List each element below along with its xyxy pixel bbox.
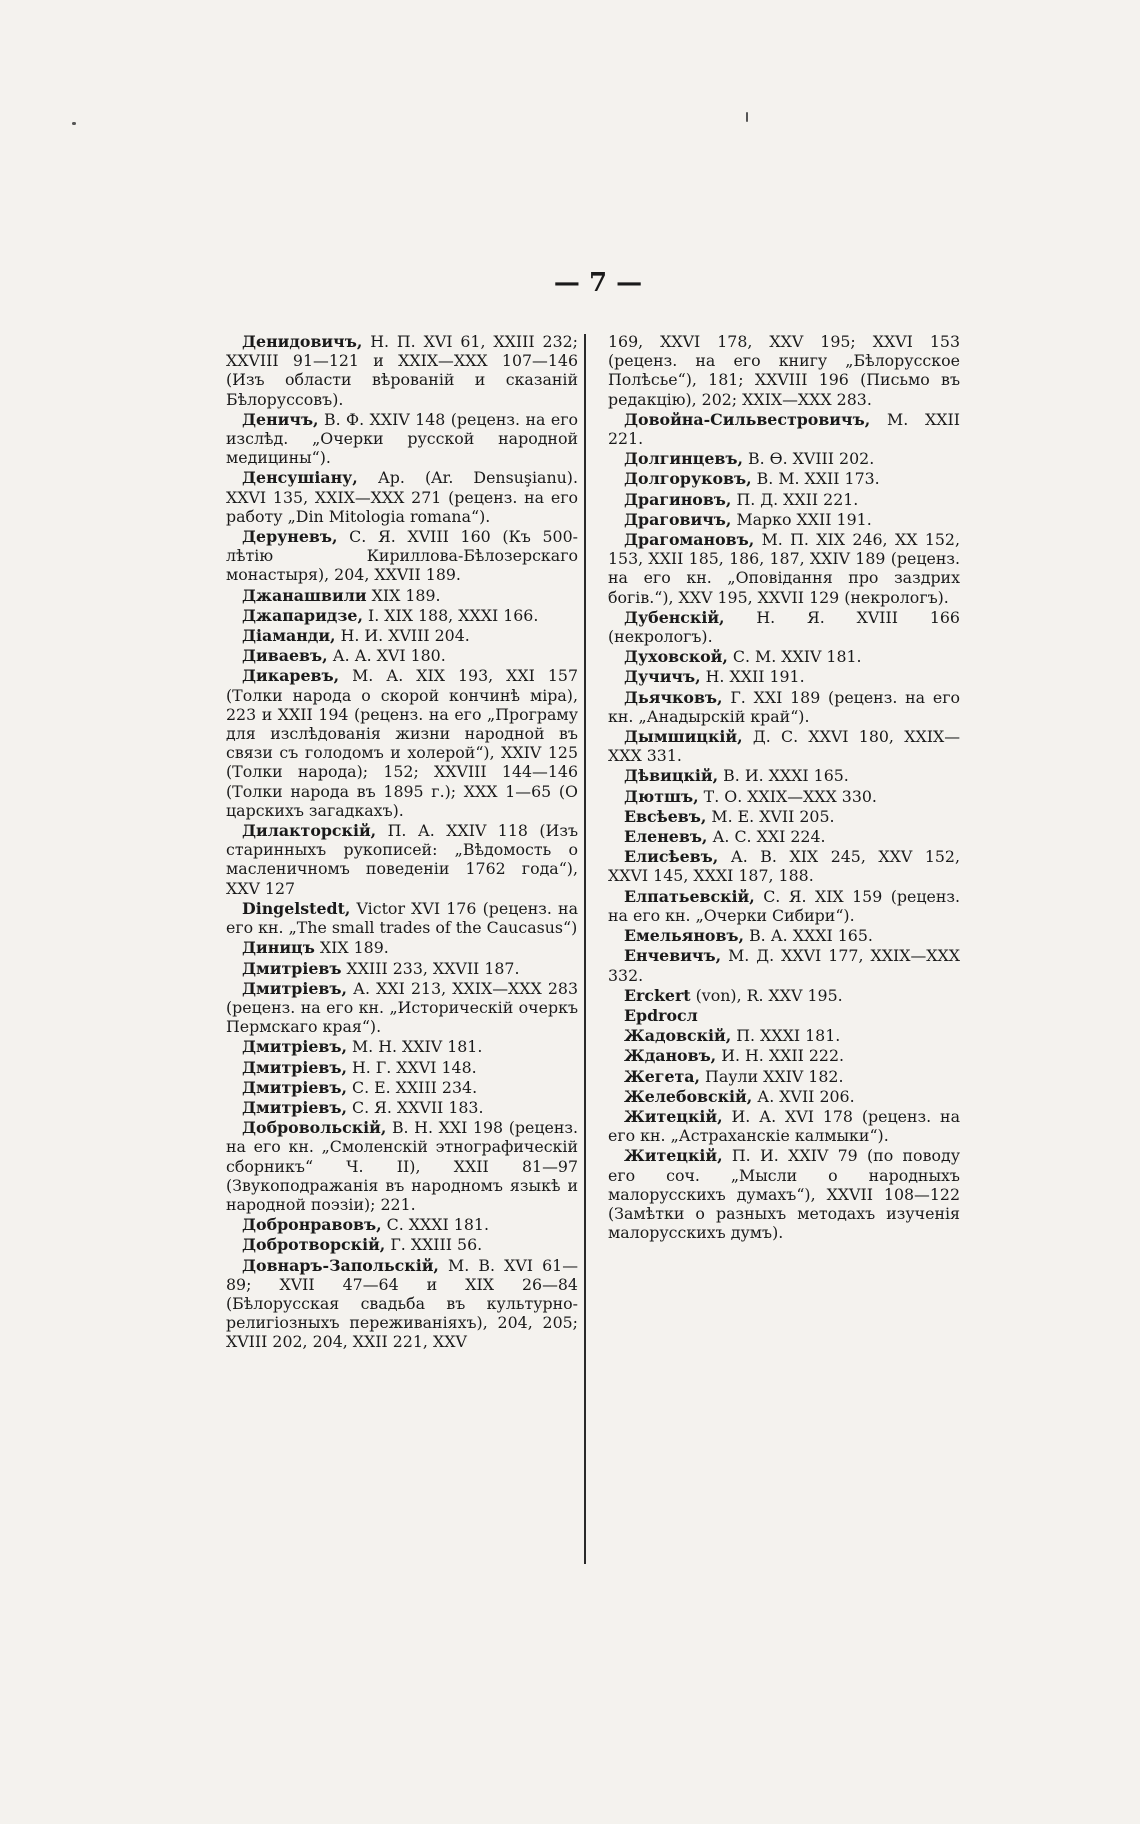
entry-name: Жегета, [624,1066,701,1086]
entry-refs: А. В. XIX 245, XXV 152, XXVI 145, XXXI 187, 188. [608,847,960,886]
entry-name: Ждановъ, [624,1046,717,1066]
index-entry [608,608,960,646]
index-entry [226,821,578,898]
entry-refs: С. Я. XVIII 160 (Къ 500-лѣтію Кириллова-Бѣлозерскаго монастыря), 204, XXVII 189. [226,527,578,585]
entry-name: Житецкій, [624,1106,723,1126]
entry-name: Долгоруковъ, [624,469,752,489]
entry-name: Дмитріевъ [242,958,342,978]
entry-name: Ерdroсл [624,1005,698,1025]
entry-name: Дмитріевъ, [242,1077,347,1097]
entry-name: Добротворскій, [242,1235,386,1255]
entry-name: Діаманди, [242,626,336,646]
entry-refs: Т. О. XXIX—XXX 330. [698,786,877,806]
column-divider [584,334,586,1564]
entry-name: Деничъ, [242,409,319,429]
index-entry [226,626,578,645]
entry-name: Драгомановъ, [624,530,755,550]
entry-refs: М. XXII 221. [608,409,960,449]
index-entry [608,1107,960,1145]
entry-refs: П. И. XXIV 79 (по поводу его соч. „Мысли о народныхъ малорусскихъ думахъ“), XXVII 108—122 (Замѣтки о разныхъ методахъ изученія малорусскихъ думъ). [608,1146,960,1243]
entry-name: Долгинцевъ, [624,449,743,469]
entry-name: Добровольскій, [242,1118,387,1138]
index-entry [608,787,960,806]
entry-refs: С. XXXI 181. [381,1215,489,1235]
index-entry [608,986,960,1005]
entry-name: Денсушіану, [242,468,358,488]
entry-refs: А. С. XXI 224. [707,827,826,847]
entry-name: Довнаръ-Запольскій, [242,1255,439,1275]
entry-refs: (von), R. XXV 195. [690,985,843,1005]
index-entry [226,468,578,526]
index-column-left [226,332,578,1353]
entry-name: Еленевъ, [624,827,708,847]
entry-name: Деруневъ, [242,527,338,547]
entry-refs: П. XXXI 181. [731,1026,841,1046]
entry-name: Жадовскій, [624,1026,732,1046]
index-entry [226,899,578,937]
entry-refs: И. А. XVI 178 (реценз. на его кн. „Астраханскіе калмыки“). [608,1106,960,1146]
index-entry [226,1058,578,1077]
entry-name: Желебовскій, [624,1086,753,1106]
entry-refs: А. XXI 213, XXIX—XXX 283 (реценз. на его кн. „Историческій очеркъ Пермскаго края“). [226,978,578,1037]
entry-refs: В. М. XXII 173. [751,469,880,489]
entry-name: Дмитріевъ, [242,1097,347,1117]
page-number: — 7 — [553,268,643,298]
entry-name: Джанашвили [242,585,367,605]
index-entry [608,926,960,945]
entry-refs: М. Д. XXVI 177, XXIX—XXX 332. [608,946,960,985]
entry-name: Довойна-Сильвестровичъ, [624,409,871,429]
entry-refs: В. А. XXXI 165. [744,926,873,946]
index-entry [226,1235,578,1254]
index-entry [608,887,960,925]
entry-name: Джапаридзе, [242,605,363,625]
entry-name: Емельяновъ, [624,926,745,946]
index-entry [608,847,960,885]
entry-refs: М. П. XIX 246, XX 152, 153, XXII 185, 186, 187, XXIV 189 (реценз. на его кн. „Оповідання про заздрих богів.“), XXV 195, XXVII 129 (некрологъ). [608,530,960,607]
entry-refs: М. Н. XXIV 181. [346,1037,483,1057]
entry-refs: Паули XXIV 182. [700,1066,844,1086]
index-entry [226,1256,578,1352]
entry-refs: Н. П. XVI 61, XXIII 232; XXVIII 91—121 и XXIX—XXX 107—146 (Изъ области вѣрованій и сказаній Бѣлоруссовъ). [226,332,578,409]
entry-refs: Г. XXIII 56. [385,1235,483,1255]
entry-name: Елпатьевскій, [624,886,755,906]
index-entry-continued [608,332,960,409]
index-entry [608,1006,960,1025]
entry-name: Дикаревъ, [242,666,340,686]
entry-name: Дмитріевъ, [242,978,347,998]
entry-name: Дучичъ, [624,667,701,687]
index-entry [608,766,960,785]
index-entry [608,510,960,529]
entry-refs: А. XVII 206. [752,1086,855,1106]
entry-refs: Н. XXII 191. [700,667,805,687]
entry-name: Дютшъ, [624,786,699,806]
entry-refs: П. А. XXIV 118 (Изъ старинныхъ рукописей: „Вѣдомость о масленичномъ поведеніи 1762 года“), XXV 127 [226,821,578,898]
index-entry [226,586,578,605]
entry-refs: М. В. XVI 61—89; XVII 47—64 и XIX 26—84 (Бѣлорусская свадьба въ культурно-религіозныхъ переживаніяхъ), 204, 205; XVIII 202, 204, XXII 221, XXV [226,1255,578,1352]
entry-name: Дубенскій, [624,607,725,627]
entry-name: Елисѣевъ, [624,847,719,867]
entry-name: Житецкій, [624,1146,723,1166]
index-entry [226,332,578,409]
entry-refs: В. Н. XXI 198 (реценз. на его кн. „Смоленскій этнографическій сборникъ“ Ч. II), XXII 81—97 (Звукоподражанія въ народномъ языкѣ и народной поэзіи); 221. [226,1118,578,1214]
entry-name: Dingelstedt, [242,898,351,918]
entry-name: Дымшицкій, [624,727,743,747]
entry-refs: В. И. XXXI 165. [718,766,849,786]
index-entry [608,490,960,509]
entry-name: Дмитріевъ, [242,1057,347,1077]
entry-refs: И. Н. XXII 222. [716,1046,845,1066]
entry-refs: П. Д. XXII 221. [731,489,859,509]
entry-name: Добронравовъ, [242,1215,382,1235]
index-entry [608,469,960,488]
entry-refs: XXIII 233, XXVII 187. [341,958,520,978]
index-column-right [608,332,960,1243]
index-entry [226,979,578,1037]
entry-refs: Ар. (Ar. Densuşianu). XXVI 135, XXIX—XXX 271 (реценз. на его работу „Din Mitologia romana“). [226,468,578,526]
entry-name: Евсѣевъ, [624,806,707,826]
index-entry [608,827,960,846]
entry-refs: А. А. XVI 180. [327,646,446,666]
entry-refs: XIX 189. [314,938,389,958]
entry-refs: С. Е. XXIII 234. [346,1077,478,1097]
entry-refs: Г. XXI 189 (реценз. на его кн. „Анадырскій край“). [608,687,960,726]
entry-refs: В. Ф. XXIV 148 (реценз. на его изслѣд. „Очерки русской народной медицины“). [226,409,578,468]
index-entry [226,646,578,665]
index-entry [226,666,578,820]
entry-refs: Д. С. XXVI 180, XXIX—XXX 331. [608,727,960,766]
scan-speck [72,122,76,125]
index-entry [226,1118,578,1214]
entry-refs: 169, XXVI 178, XXV 195; XXVI 153 (реценз. на его книгу „Бѣлорусское Полѣсье“), 181; XXVIII 196 (Письмо въ редакцію), 202; XXIX—XXX 283. [608,332,960,409]
entry-name: Дмитріевъ, [242,1037,347,1057]
entry-name: Драгиновъ, [624,489,732,509]
index-entry [608,727,960,765]
index-entry [226,1037,578,1056]
entry-name: Дьячковъ, [624,687,723,707]
entry-name: Диницъ [242,938,315,958]
index-entry [608,647,960,666]
index-entry [608,1146,960,1242]
entry-refs: Марко XXII 191. [731,509,872,529]
entry-refs: М. А. XIX 193, XXI 157 (Толки народа о скорой кончинѣ міра), 223 и XXII 194 (реценз. на его „Програму для изслѣдованія жизни народной въ связи съ голодомъ и холерой“), XXIV 125 (Толки народа); 152; XXVIII 144—146 (Толки народа въ 1895 г.); XXX 1—65 (О царскихъ загадкахъ). [226,666,578,820]
index-entry [608,1087,960,1106]
entry-refs: С. М. XXIV 181. [727,647,862,667]
entry-refs: С. Я. XXVII 183. [346,1097,484,1117]
entry-name: Erckert [624,985,691,1005]
entry-name: Енчевичъ, [624,946,722,966]
entry-refs: Н. Я. XVIII 166 (некрологъ). [608,607,960,647]
index-entry [226,1098,578,1117]
entry-refs: Н. Г. XXVI 148. [346,1057,477,1077]
entry-name: Дѣвицкій, [624,766,719,786]
entry-refs: Victor XVI 176 (реценз. на его кн. „The small trades of the Caucasus“) [226,898,578,938]
index-entry [608,449,960,468]
index-entry [226,1215,578,1234]
index-entry [608,410,960,448]
entry-name: Диваевъ, [242,646,328,666]
entry-refs: I. XIX 188, XXXI 166. [362,605,539,625]
index-entry [608,1046,960,1065]
index-entry [608,1067,960,1086]
entry-refs: XIX 189. [366,585,441,605]
entry-refs: С. Я. XIX 159 (реценз. на его кн. „Очерки Сибири“). [608,886,960,925]
entry-name: Драговичъ, [624,509,732,529]
index-entry [608,946,960,984]
index-entry [608,688,960,726]
entry-refs: Н. И. XVIII 204. [335,626,470,646]
entry-refs: М. Е. XVII 205. [706,806,835,826]
index-entry [608,1026,960,1045]
index-entry [608,530,960,607]
index-entry [608,667,960,686]
index-entry [226,410,578,468]
index-entry [226,606,578,625]
entry-name: Дилакторскій, [242,821,377,841]
entry-refs: В. Ѳ. XVIII 202. [743,449,875,469]
index-entry [226,527,578,585]
entry-name: Денидовичъ, [242,332,363,351]
index-entry [226,959,578,978]
index-entry [608,807,960,826]
scan-speck [746,112,748,122]
entry-name: Духовской, [624,647,728,667]
index-entry [226,1078,578,1097]
index-entry [226,938,578,957]
